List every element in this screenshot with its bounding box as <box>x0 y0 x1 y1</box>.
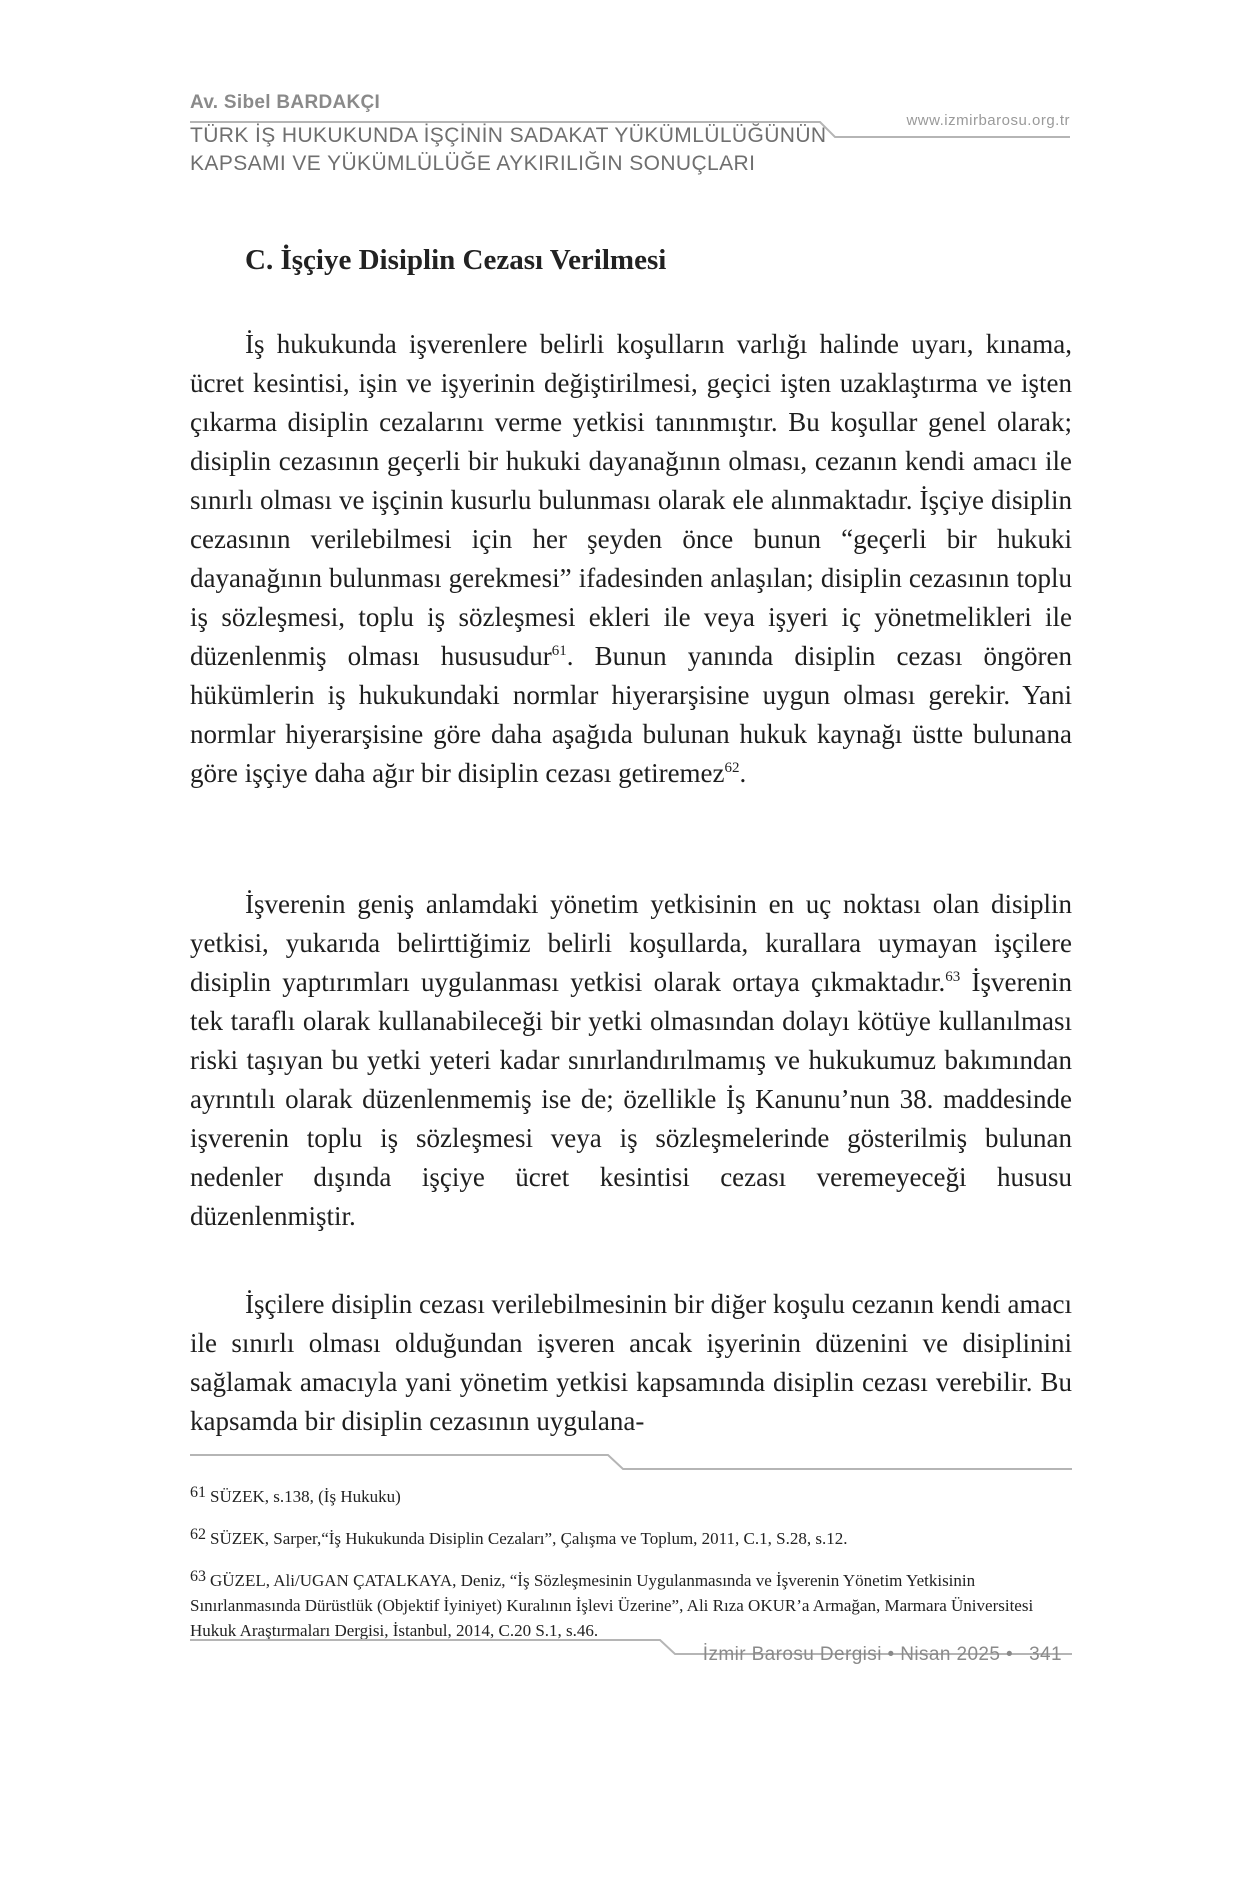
section-heading: C. İşçiye Disiplin Cezası Verilmesi <box>245 244 667 276</box>
footnote-61 <box>190 1480 1072 1509</box>
footnote-text: SÜZEK, Sarper,“İş Hukukunda Disiplin Cezaları”, Çalışma ve Toplum, 2011, C.1, S.28, s.12. <box>210 1529 848 1548</box>
paragraph-1-text-b: . Bunun yanında disiplin cezası öngören hükümlerin iş hukukundaki normlar hiyerarşisine uygun olması gerekir. Yani normlar hiyerarşisine göre daha aşağıda bulunan hukuk kaynağı üstte bulunana göre işçiye daha ağır bir disiplin cezası getiremez <box>190 641 1072 788</box>
page-footer <box>703 1644 1062 1666</box>
footnote-text: SÜZEK, s.138, (İş Hukuku) <box>210 1487 401 1506</box>
footnote-divider <box>190 1453 1072 1473</box>
footnote-ref-62: 62 <box>724 760 740 776</box>
page-number: 341 <box>1029 1644 1062 1665</box>
footnote-ref-63: 63 <box>945 969 961 985</box>
article-title-line-2: KAPSAMI VE YÜKÜMLÜLÜĞE AYKIRILIĞIN SONUÇLARI <box>190 152 756 175</box>
footnote-number: 62 <box>190 1526 206 1543</box>
author-name: Av. Sibel BARDAKÇI <box>190 92 381 113</box>
footnote-ref-61: 61 <box>551 643 567 659</box>
paragraph-3-text: İşçilere disiplin cezası verilebilmesinin bir diğer koşulu cezanın kendi amacı ile sınırlı olması olduğundan işveren ancak işyerinin düzenini ve disiplinini sağlamak amacıyla yani yönetim yetkisi kapsamında disiplin cezası verebilir. Bu kapsamda bir disiplin cezasının uygulana- <box>190 1289 1072 1436</box>
footnote-number: 63 <box>190 1568 206 1585</box>
website-url: www.izmirbarosu.org.tr <box>906 112 1070 129</box>
paragraph-1-text-c: . <box>739 758 747 788</box>
paragraph-1 <box>190 325 1072 793</box>
article-title-line-1: TÜRK İŞ HUKUKUNDA İŞÇİNİN SADAKAT YÜKÜMLÜLÜĞÜNÜN <box>190 124 827 147</box>
footnote-62 <box>190 1522 1072 1551</box>
page-header <box>190 92 1070 178</box>
paragraph-2-text-a: İşverenin geniş anlamdaki yönetim yetkisinin en uç noktası olan disiplin yetkisi, yukarıda belirttiğimiz belirli koşullarda, kurallara uymayan işçilere disiplin yaptırımları uygulanması yetkisi olarak ortaya çıkmaktadır. <box>190 889 1072 997</box>
journal-name: İzmir Barosu Dergisi • Nisan 2025 • <box>702 1644 1014 1665</box>
footnote-text: GÜZEL, Ali/UGAN ÇATALKAYA, Deniz, “İş Sözleşmesinin Uygulanmasında ve İşverenin Yönetim Yetkisinin Sınırlanmasında Dürüstlük (Objektif İyiniyet) Kuralının İşlevi Üzerine”, Ali Rıza OKUR’a Armağan, Marmara Üniversitesi Hukuk Araştırmaları Dergisi, İstanbul, 2014, C.20 S.1, s.46. <box>190 1571 1034 1640</box>
footnote-number: 61 <box>190 1484 206 1501</box>
paragraph-3 <box>190 1285 1072 1441</box>
paragraph-2 <box>190 885 1072 1236</box>
paragraph-2-text-b: İşverenin tek taraflı olarak kullanabileceği bir yetki olmasından dolayı kötüye kullanılması riski taşıyan bu yetki yeteri kadar sınırlandırılmamış ve hukukumuz bakımından ayrıntılı olarak düzenlenmemiş ise de; özellikle İş Kanunu’nun 38. maddesinde işverenin toplu iş sözleşmesi veya iş sözleşmelerinde gösterilmiş bulunan nedenler dışında işçiye ücret kesintisi cezası veremeyeceği hususu düzenlenmiştir. <box>190 967 1073 1231</box>
paragraph-1-text-a: İş hukukunda işverenlere belirli koşulların varlığı halinde uyarı, kınama, ücret kesintisi, işin ve işyerinin değiştirilmesi, geçici işten uzaklaştırma ve işten çıkarma disiplin cezalarını verme yetkisi tanınmıştır. Bu koşullar genel olarak; disiplin cezasının geçerli bir hukuki dayanağının olması, cezanın kendi amacı ile sınırlı olması ve işçinin kusurlu bulunması olarak ele alınmaktadır. İşçiye disiplin cezasının verilebilmesi için her şeyden önce bunun “geçerli bir hukuki dayanağının bulunması gerekmesi” ifadesinden anlaşılan; disiplin cezasının toplu iş sözleşmesi, toplu iş sözleşmesi ekleri ile veya işyeri iç yönetmelikleri ile düzenlenmiş olması hususudur <box>190 329 1072 671</box>
footnotes <box>190 1480 1072 1656</box>
